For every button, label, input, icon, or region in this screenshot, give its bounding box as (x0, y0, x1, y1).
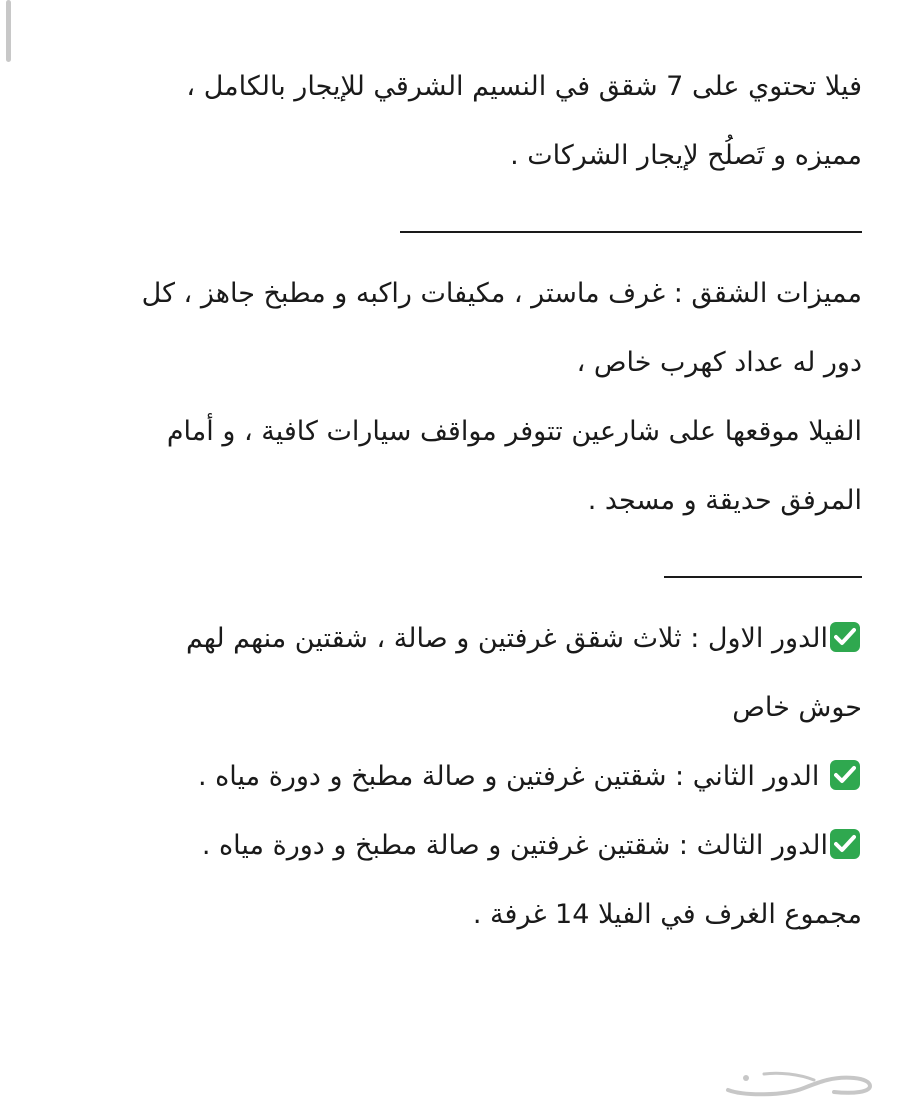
floor-2-line (40, 742, 862, 811)
check-mark-icon (830, 829, 860, 859)
divider-long (400, 231, 862, 233)
floor-2-text: الدور الثاني : شقتين غرفتين و صالة مطبخ و دورة مياه . (197, 761, 828, 792)
floor-3-text: الدور الثالث : شقتين غرفتين و صالة مطبخ و دورة مياه . (201, 830, 828, 861)
post-line-5: الفيلا موقعها على شارعين تتوفر مواقف سيارات كافية ، و أمام (166, 416, 862, 447)
post-line-8: حوش خاص (732, 692, 862, 723)
post-line-6: المرفق حديقة و مسجد . (587, 485, 862, 516)
divider-short (664, 576, 862, 578)
haraj-logo-icon (724, 1068, 874, 1098)
post-line-2: مميزه و تَصلُح لإيجار الشركات . (510, 140, 862, 171)
scrollbar-thumb[interactable] (6, 0, 11, 62)
divider-long-wrap (40, 190, 862, 259)
floor-1-text: الدور الاول : ثلاث شقق غرفتين و صالة ، شقتين منهم لهم (185, 623, 828, 654)
post-body (40, 52, 862, 949)
post-line-1: فيلا تحتوي على 7 شقق في النسيم الشرقي للإيجار بالكامل ، (186, 71, 862, 102)
floor-1-line (40, 604, 862, 673)
divider-short-wrap (40, 535, 862, 604)
floor-3-line (40, 811, 862, 880)
post-line-11: مجموع الغرف في الفيلا 14 غرفة . (472, 899, 862, 930)
check-mark-icon (830, 622, 860, 652)
post-line-4: دور له عداد كهرب خاص ، (576, 347, 862, 378)
post-line-3: مميزات الشقق : غرف ماستر ، مكيفات راكبه و مطبخ جاهز ، كل (141, 278, 862, 309)
check-mark-icon (830, 760, 860, 790)
